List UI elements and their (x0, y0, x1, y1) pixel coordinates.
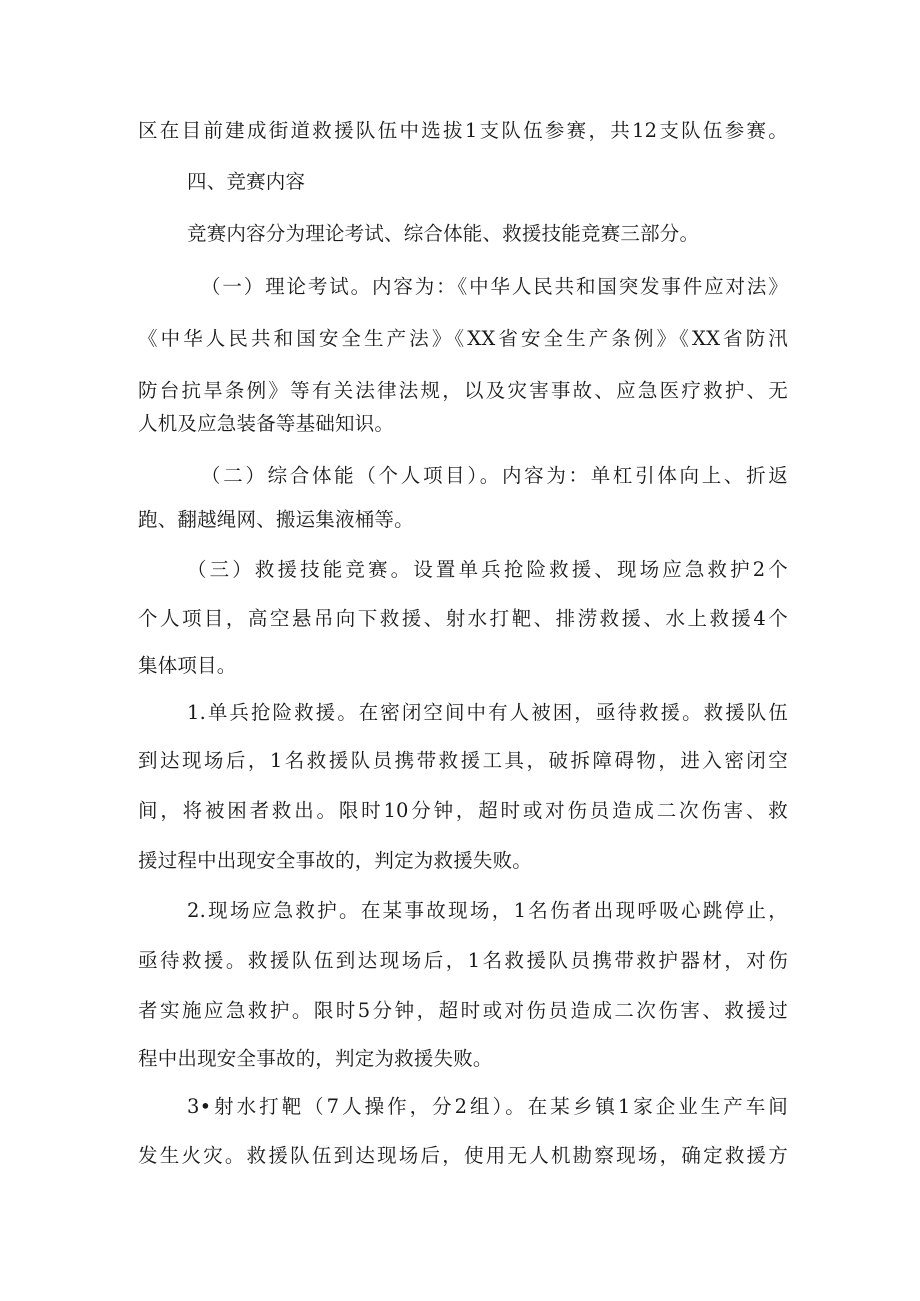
body-text-line: 到达现场后，1名救援队员携带救援工具，破拆障碍物，进入密闭空 (138, 749, 788, 772)
body-text-line: 者实施应急救护。限时5分钟，超时或对伤员造成二次伤害、救援过 (138, 999, 788, 1022)
body-text-line: 《中华人民共和国安全生产法》《XX省安全生产条例》《XX省防汛 (138, 327, 788, 350)
body-text-line: 程中出现安全事故的，判定为救援失败。 (138, 1047, 493, 1070)
body-text-line: 援过程中出现安全事故的，判定为救援失败。 (138, 849, 533, 872)
numbered-item: 3•射水打靶（7人操作，分2组）。在某乡镇1家企业生产车间 (187, 1095, 788, 1118)
body-text-line: 人机及应急装备等基础知识。 (138, 412, 395, 435)
subsection-heading: （三）救援技能竞赛。设置单兵抢险救援、现场应急救护2个 (187, 558, 788, 581)
numbered-item: 1.单兵抢险救援。在密闭空间中有人被困，亟待救援。救援队伍 (187, 701, 788, 724)
body-text-line: 亟待救援。救援队伍到达现场后，1名救援队员携带救护器材，对伤 (138, 949, 788, 972)
body-text-line: 个人项目，高空悬吊向下救援、射水打靶、排涝救援、水上救援4个 (138, 607, 788, 630)
body-text-line: 发生火灾。救援队伍到达现场后，使用无人机勘察现场，确定救援方 (138, 1144, 788, 1167)
numbered-item: 2.现场应急救护。在某事故现场，1名伤者出现呼吸心跳停止， (187, 899, 788, 922)
body-text-line: 间，将被困者救出。限时10分钟，超时或对伤员造成二次伤害、救 (138, 799, 788, 822)
subsection-heading: （二）综合体能（个人项目）。内容为：单杠引体向上、折返 (201, 464, 788, 487)
body-text-line: 竞赛内容分为理论考试、综合体能、救援技能竞赛三部分。 (187, 222, 700, 245)
section-heading: 四、竞赛内容 (187, 170, 306, 193)
subsection-heading: （一）理论考试。内容为：《中华人民共和国突发事件应对法》 (201, 275, 788, 298)
body-text-line: 区在目前建成街道救援队伍中选拔1支队伍参赛，共12支队伍参赛。 (138, 119, 788, 142)
body-text-line: 防台抗旱条例》等有关法律法规，以及灾害事故、应急医疗救护、无 (138, 379, 788, 402)
body-text-line: 集体项目。 (138, 654, 237, 677)
body-text-line: 跑、翻越绳网、搬运集液桶等。 (138, 508, 414, 531)
